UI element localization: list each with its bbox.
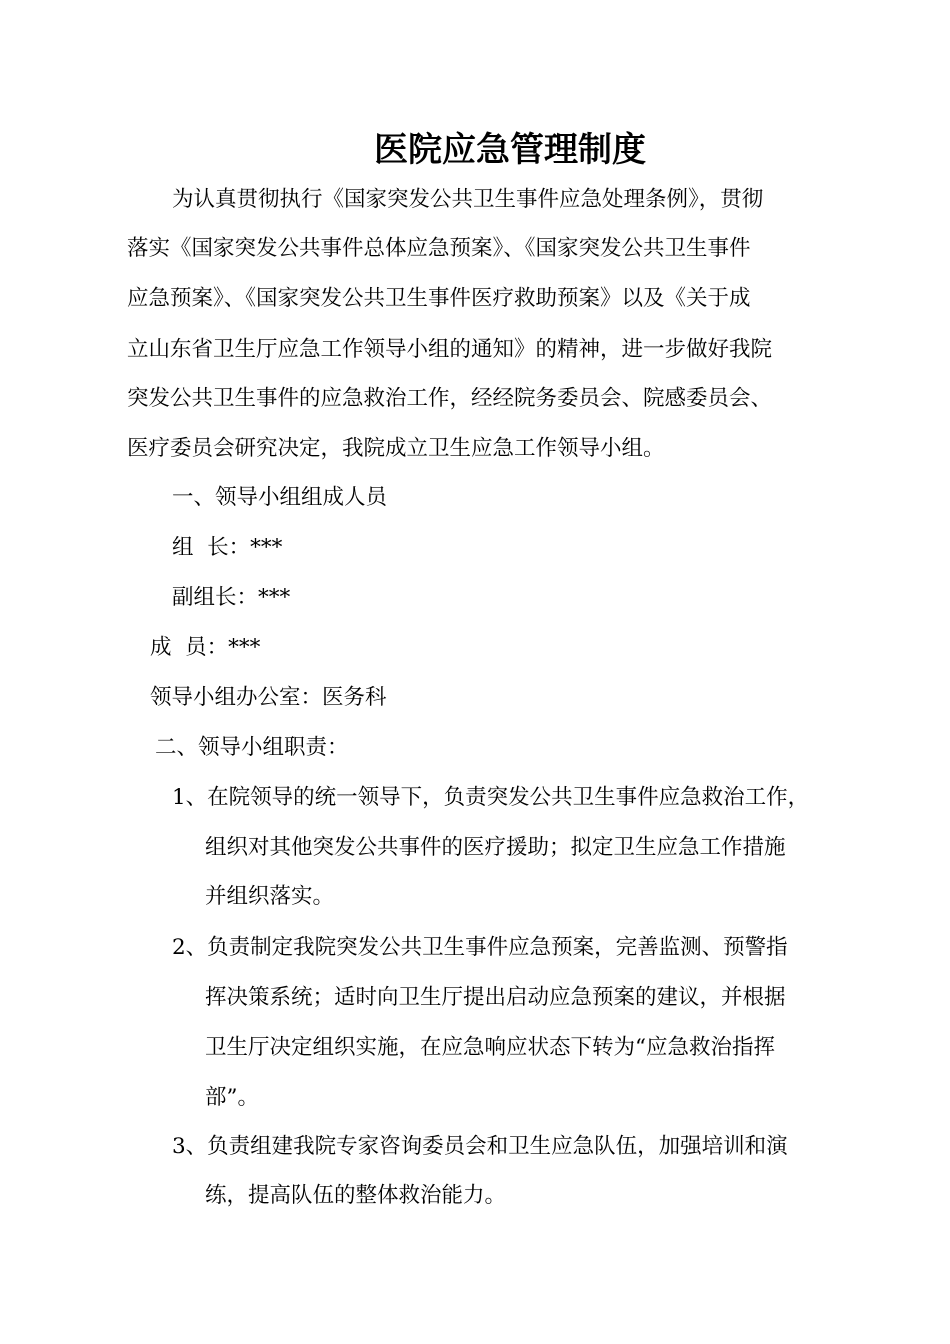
duty-item-2: 2、负责制定我院突发公共卫生事件应急预案，完善监测、预警指 bbox=[172, 935, 788, 960]
duty-item-1-cont: 组织对其他突发公共事件的医疗援助；拟定卫生应急工作措施 bbox=[205, 835, 786, 860]
intro-line: 为认真贯彻执行《国家突发公共卫生事件应急处理条例》，贯彻 bbox=[172, 187, 764, 212]
section1-heading: 一、领导小组组成人员 bbox=[172, 485, 388, 510]
duty-item-1: 1、在院领导的统一领导下，负责突发公共卫生事件应急救治工作， bbox=[172, 785, 810, 810]
office-line: 领导小组办公室：医务科 bbox=[150, 685, 387, 710]
intro-line: 突发公共卫生事件的应急救治工作，经经院务委员会、院感委员会、 bbox=[127, 386, 773, 411]
duty-item-2-cont: 卫生厅决定组织实施，在应急响应状态下转为“应急救治指挥 bbox=[205, 1035, 775, 1060]
duty-item-3: 3、负责组建我院专家咨询委员会和卫生应急队伍，加强培训和演 bbox=[172, 1134, 788, 1159]
duty-item-3-cont: 练，提高队伍的整体救治能力。 bbox=[205, 1183, 507, 1208]
duty-item-1-cont: 并组织落实。 bbox=[205, 884, 335, 909]
intro-line: 立山东省卫生厅应急工作领导小组的通知》的精神，进一步做好我院 bbox=[127, 337, 773, 362]
document-title: 医院应急管理制度 bbox=[374, 130, 646, 170]
intro-line: 落实《国家突发公共事件总体应急预案》、《国家突发公共卫生事件 bbox=[127, 236, 751, 261]
intro-line: 医疗委员会研究决定，我院成立卫生应急工作领导小组。 bbox=[127, 436, 665, 461]
duty-item-2-cont: 挥决策系统；适时向卫生厅提出启动应急预案的建议，并根据 bbox=[205, 985, 786, 1010]
section2-heading: 二、领导小组职责： bbox=[155, 735, 349, 760]
deputy-line: 副组长：*** bbox=[172, 585, 291, 610]
duty-item-2-cont: 部”。 bbox=[205, 1085, 259, 1110]
intro-line: 应急预案》、《国家突发公共卫生事件医疗救助预案》以及《关于成 bbox=[127, 286, 751, 311]
members-line: 成 员：*** bbox=[150, 635, 261, 660]
leader-line: 组 长：*** bbox=[172, 535, 283, 560]
